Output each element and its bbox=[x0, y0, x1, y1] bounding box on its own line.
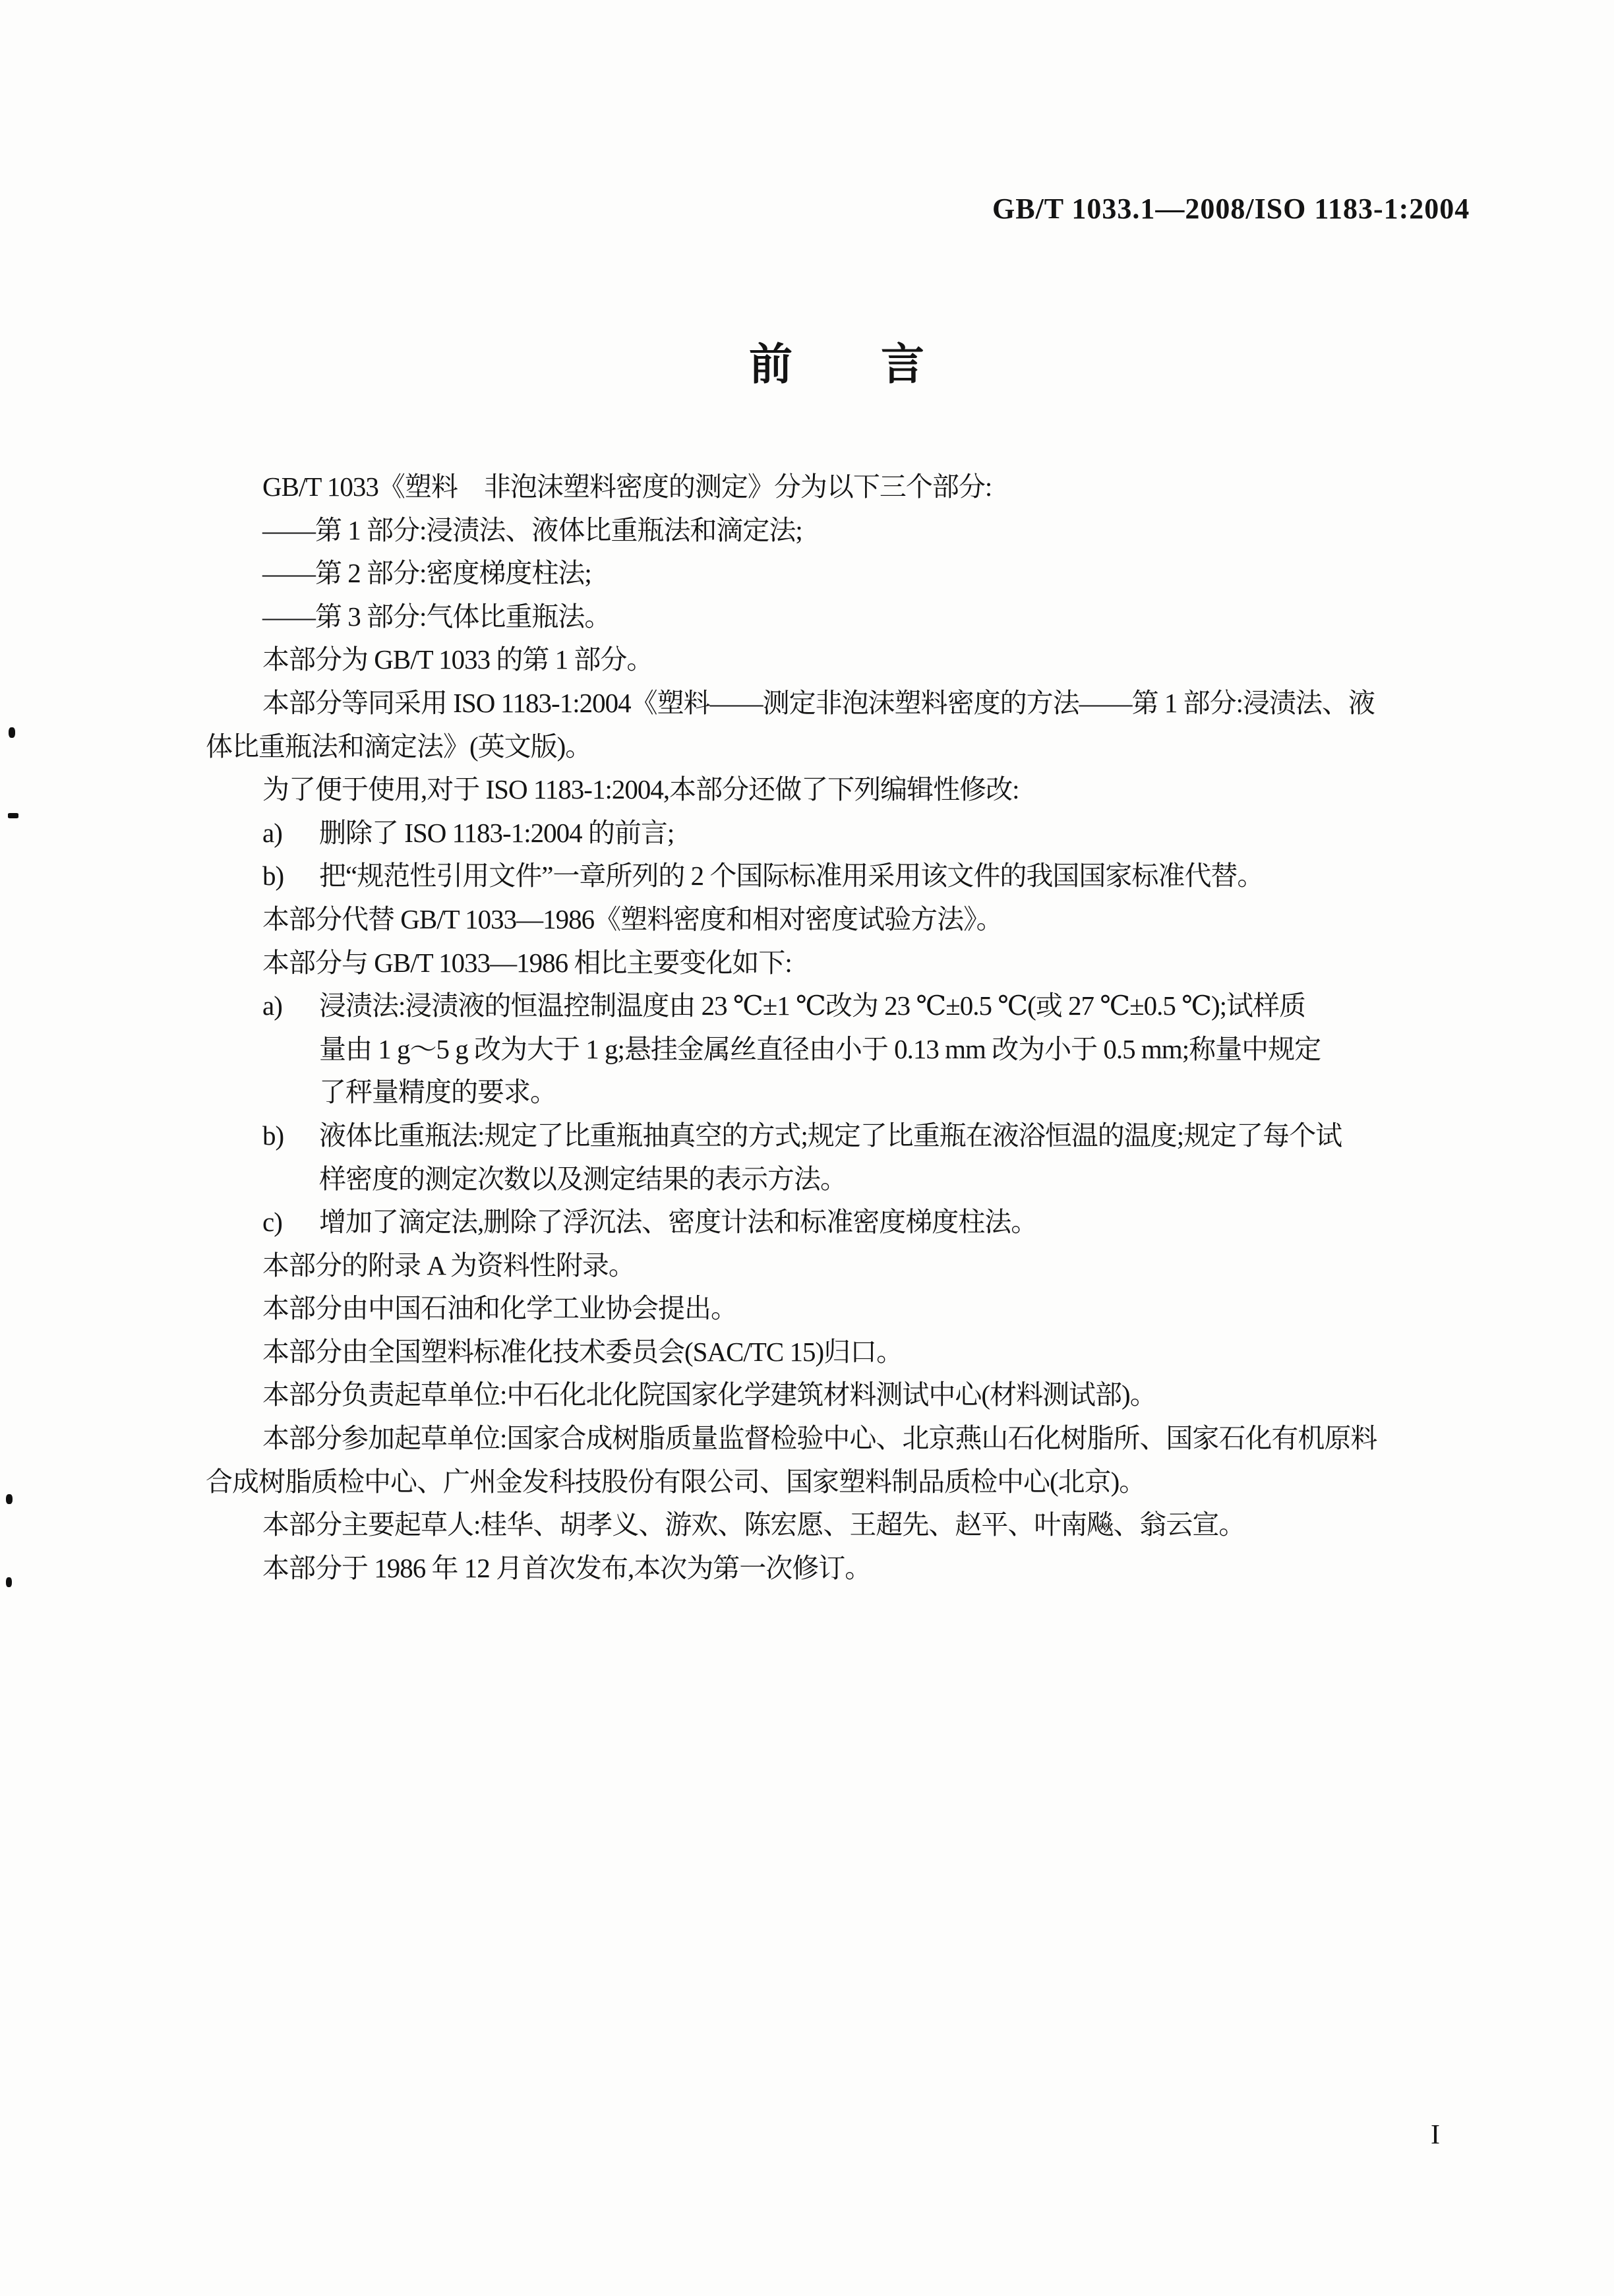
list-marker: a) bbox=[262, 990, 282, 1021]
scan-speck bbox=[6, 1494, 13, 1504]
foreword-line bbox=[206, 1287, 1416, 1331]
line-text: ——第 3 部分:气体比重瓶法。 bbox=[262, 601, 611, 632]
foreword-line bbox=[206, 1503, 1416, 1547]
foreword-list-item bbox=[206, 855, 1416, 898]
line-text: 了秤量精度的要求。 bbox=[319, 1077, 556, 1108]
line-text: 本部分由中国石油和化学工业协会提出。 bbox=[262, 1293, 737, 1324]
foreword-line bbox=[206, 682, 1416, 725]
foreword-line bbox=[206, 768, 1416, 812]
line-text: 本部分于 1986 年 12 月首次发布,本次为第一次修订。 bbox=[262, 1552, 872, 1583]
line-text: 本部分负责起草单位:中石化北化院国家化学建筑材料测试中心(材料测试部)。 bbox=[262, 1379, 1156, 1410]
foreword-line bbox=[206, 1331, 1416, 1374]
line-text: 为了便于使用,对于 ISO 1183-1:2004,本部分还做了下列编辑性修改: bbox=[262, 774, 1019, 805]
foreword-line bbox=[206, 1417, 1416, 1461]
foreword-body bbox=[206, 466, 1416, 1590]
line-text: ——第 2 部分:密度梯度柱法; bbox=[262, 558, 591, 589]
foreword-line bbox=[206, 638, 1416, 682]
foreword-list-item bbox=[206, 812, 1416, 855]
foreword-list-item bbox=[206, 1114, 1416, 1158]
foreword-list-item bbox=[206, 984, 1416, 1028]
foreword-line bbox=[206, 509, 1416, 553]
foreword-line bbox=[206, 1547, 1416, 1590]
line-text: 体比重瓶法和滴定法》(英文版)。 bbox=[206, 731, 592, 762]
list-marker: b) bbox=[262, 1120, 284, 1151]
scan-speck bbox=[9, 727, 15, 738]
foreword-line bbox=[206, 1028, 1416, 1072]
foreword-line bbox=[206, 595, 1416, 639]
line-text: 本部分的附录 A 为资料性附录。 bbox=[262, 1250, 635, 1281]
foreword-list-item bbox=[206, 1201, 1416, 1244]
line-text: 样密度的测定次数以及测定结果的表示方法。 bbox=[319, 1163, 847, 1194]
line-text: 本部分参加起草单位:国家合成树脂质量监督检验中心、北京燕山石化树脂所、国家石化有机原料 bbox=[262, 1423, 1377, 1454]
page-number: I bbox=[1431, 2120, 1440, 2150]
list-marker: a) bbox=[262, 817, 282, 848]
line-text: 浸渍法:浸渍液的恒温控制温度由 23 ℃±1 ℃改为 23 ℃±0.5 ℃(或 27 ℃±0.5 ℃);试样质 bbox=[319, 990, 1306, 1021]
line-text: 增加了滴定法,删除了浮沉法、密度计法和标准密度梯度柱法。 bbox=[319, 1207, 1038, 1238]
line-text: ——第 1 部分:浸渍法、液体比重瓶法和滴定法; bbox=[262, 514, 802, 545]
line-text: 本部分等同采用 ISO 1183-1:2004《塑料——测定非泡沫塑料密度的方法——第 1 部分:浸渍法、液 bbox=[262, 687, 1375, 718]
line-text: 液体比重瓶法:规定了比重瓶抽真空的方式;规定了比重瓶在液浴恒温的温度;规定了每个试 bbox=[319, 1120, 1342, 1151]
line-text: 本部分与 GB/T 1033—1986 相比主要变化如下: bbox=[262, 947, 792, 978]
foreword-line bbox=[206, 1461, 1416, 1504]
foreword-line bbox=[206, 1071, 1416, 1114]
line-text: 本部分由全国塑料标准化技术委员会(SAC/TC 15)归口。 bbox=[262, 1336, 903, 1367]
line-text: 删除了 ISO 1183-1:2004 的前言; bbox=[319, 817, 674, 848]
page-title: 前言 bbox=[749, 340, 1013, 388]
foreword-line bbox=[206, 942, 1416, 985]
foreword-line bbox=[206, 552, 1416, 595]
foreword-line bbox=[206, 1374, 1416, 1417]
standard-number: GB/T 1033.1—2008/ISO 1183-1:2004 bbox=[992, 193, 1470, 225]
scan-speck bbox=[8, 813, 18, 818]
list-marker: c) bbox=[262, 1207, 282, 1238]
scan-speck bbox=[6, 1577, 12, 1587]
foreword-line bbox=[206, 466, 1416, 509]
line-text: 本部分为 GB/T 1033 的第 1 部分。 bbox=[262, 644, 653, 675]
line-text: 把“规范性引用文件”一章所列的 2 个国际标准用采用该文件的我国国家标准代替。 bbox=[319, 861, 1264, 891]
line-text: GB/T 1033《塑料 非泡沫塑料密度的测定》分为以下三个部分: bbox=[262, 471, 992, 502]
foreword-line bbox=[206, 725, 1416, 769]
list-marker: b) bbox=[262, 861, 284, 891]
foreword-line bbox=[206, 898, 1416, 942]
line-text: 合成树脂质检中心、广州金发科技股份有限公司、国家塑料制品质检中心(北京)。 bbox=[206, 1466, 1146, 1497]
line-text: 量由 1 g～5 g 改为大于 1 g;悬挂金属丝直径由小于 0.13 mm 改为小于 0.5 mm;称量中规定 bbox=[319, 1033, 1321, 1064]
foreword-line bbox=[206, 1158, 1416, 1201]
line-text: 本部分代替 GB/T 1033—1986《塑料密度和相对密度试验方法》。 bbox=[262, 903, 1003, 934]
foreword-line bbox=[206, 1244, 1416, 1288]
line-text: 本部分主要起草人:桂华、胡孝义、游欢、陈宏愿、王超先、赵平、叶南飚、翁云宣。 bbox=[262, 1509, 1245, 1540]
